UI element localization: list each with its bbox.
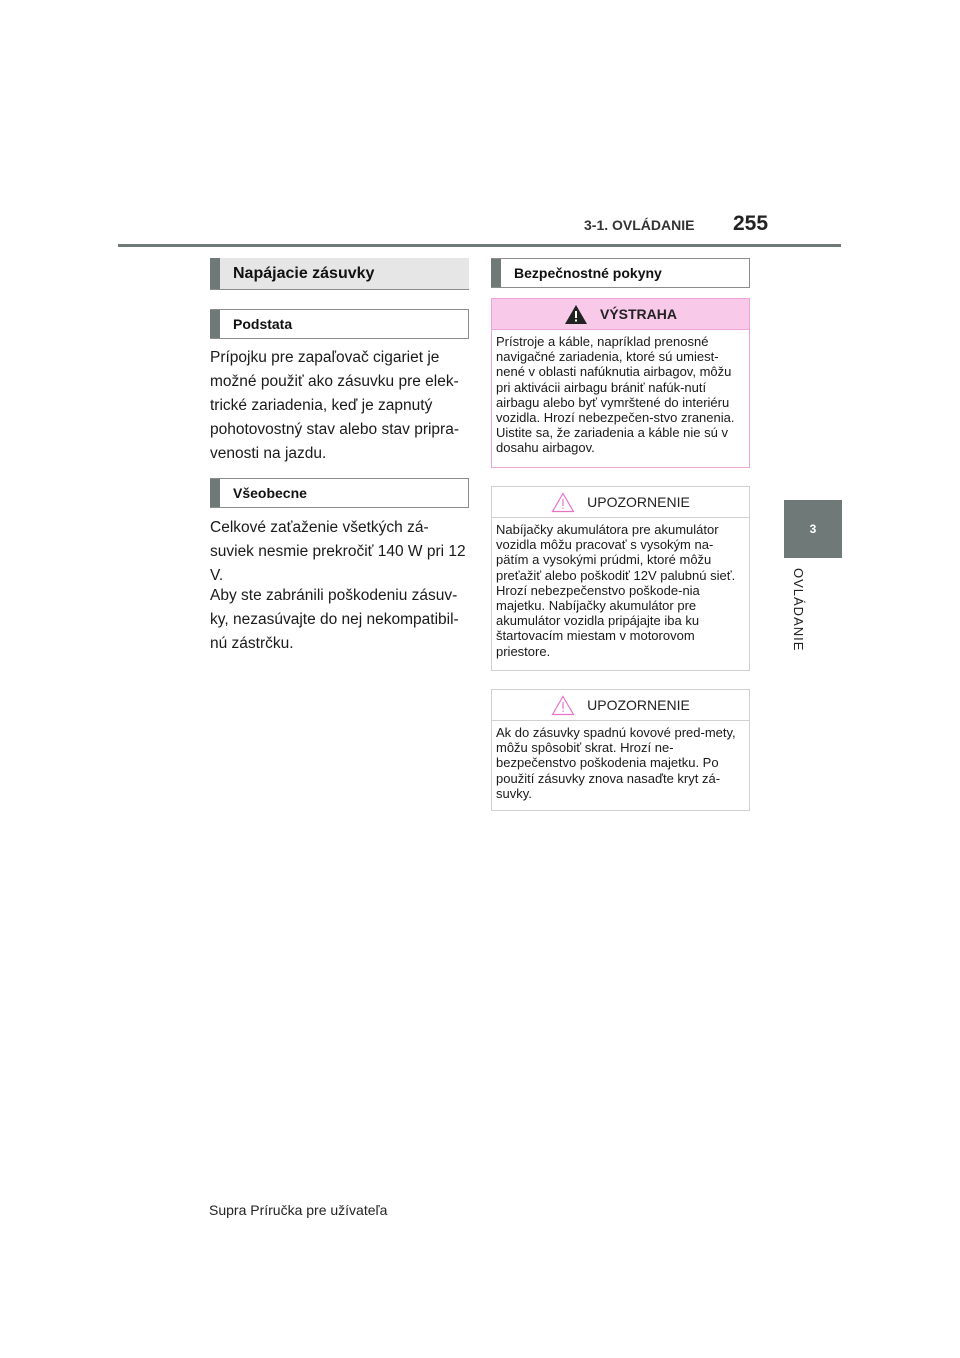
paragraph-basics: Prípojku pre zapaľovač cigariet je možné použiť ako zásuvku pre elek-trické zariadenia, keď je zapnutý pohotovostný stav alebo stav pripra-venosti na jazdu. xyxy=(210,349,459,462)
caution-triangle-icon xyxy=(551,492,575,513)
warning-triangle-icon xyxy=(564,304,588,325)
notice-header xyxy=(492,690,749,720)
subheading-basics xyxy=(210,309,469,339)
subheading-general xyxy=(210,478,469,508)
notice-text: Ak do zásuvky spadnú kovové pred-mety, môžu spôsobiť skrat. Hrozí ne-bezpečenstvo poškodenia majetku. Po použití zásuvky znova nasaďte kryt zá-suvky. xyxy=(492,720,749,807)
notice-title: UPOZORNENIE xyxy=(587,697,690,713)
paragraph-load-limit: Celkové zaťaženie všetkých zá-suviek nesmie prekročiť 140 W pri 12 V. xyxy=(210,519,466,584)
footer-manual-title: Supra Príručka pre užívateľa xyxy=(209,1202,388,1218)
heading-bar xyxy=(210,479,220,507)
notice-box-metal-objects xyxy=(491,689,750,811)
chapter-number: 3 xyxy=(809,522,817,536)
heading-text: Bezpečnostné pokyny xyxy=(514,265,662,281)
heading-power-sockets xyxy=(210,258,469,290)
chapter-side-label: OVLÁDANIE xyxy=(791,568,806,652)
paragraph-incompatible-plug: Aby ste zabránili poškodeniu zásuv-ky, nezasúvajte do nej nekompatibil-nú zástrčku. xyxy=(210,587,459,652)
page-number: 255 xyxy=(733,212,769,235)
heading-bar xyxy=(210,258,220,289)
heading-bar xyxy=(210,310,220,338)
subheading-text: Všeobecne xyxy=(233,485,307,501)
heading-bar xyxy=(491,259,501,287)
notice-header xyxy=(492,487,749,517)
subheading-text: Podstata xyxy=(233,316,293,332)
heading-safety xyxy=(491,258,750,288)
header-divider xyxy=(118,244,841,247)
caution-triangle-icon xyxy=(551,695,575,716)
notice-box-charger xyxy=(491,486,750,671)
notice-title: UPOZORNENIE xyxy=(587,494,690,510)
notice-text: Nabíjačky akumulátora pre akumulátor vozidla môžu pracovať s vysokým na-pätím a vysokými prúdmi, ktoré môžu preťažiť alebo poškodiť 12V palubnú sieť. Hrozí nebezpečenstvo poškode-nia majetku. Nabíjačky akumulátor pre akumulátor vozidla pripájajte iba ku štartovacím miestam v motorovom priestore. xyxy=(492,517,749,665)
warning-header xyxy=(492,299,749,329)
chapter-tab xyxy=(784,500,842,558)
warning-text: Prístroje a káble, napríklad prenosné navigačné zariadenia, ktoré sú umiest-nené v oblasti nafúknutia airbagov, môžu pri aktivácii airbagu brániť nafúk-nutí airbagu alebo byť vymrštené do interiéru vozidla. Hrozí nebezpečen-stvo zranenia. Uistite sa, že zariadenia a káble nie sú v dosahu airbagov. xyxy=(492,329,749,462)
heading-text: Napájacie zásuvky xyxy=(233,264,375,282)
warning-title: VÝSTRAHA xyxy=(599,306,677,322)
section-title: 3-1. OVLÁDANIE xyxy=(584,217,695,233)
warning-box xyxy=(491,298,750,468)
